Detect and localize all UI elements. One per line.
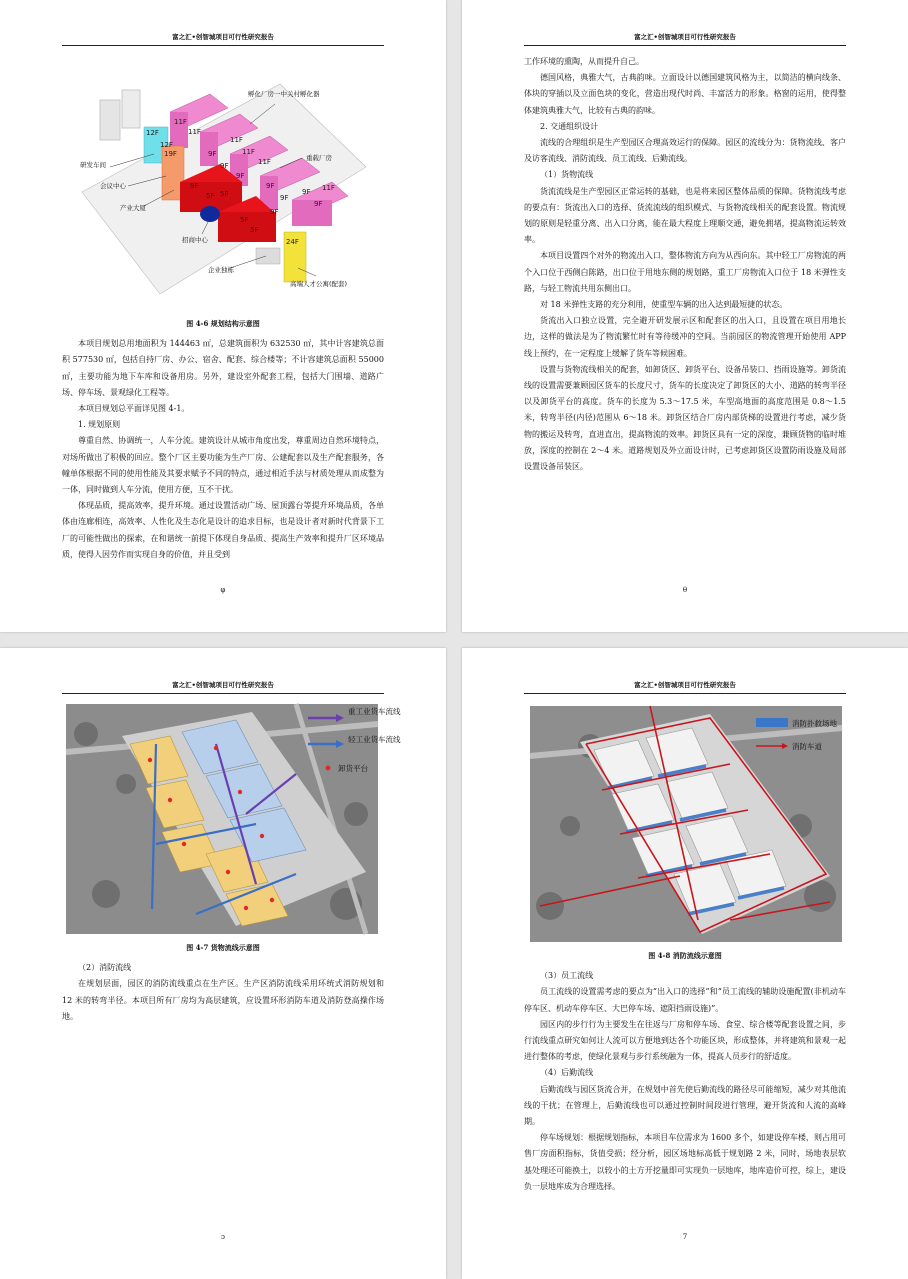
figure-caption: 图 4-8 消防流线示意图 <box>648 951 722 960</box>
floor-tag: 9F <box>280 194 289 202</box>
section-heading: （1）货物流线 <box>540 170 594 180</box>
floor-tag: 5F <box>240 216 249 224</box>
floor-tag: 5F <box>220 190 229 198</box>
floor-tag: 5F <box>206 192 215 200</box>
page-number: φ <box>220 586 226 594</box>
figure-label: 产业大厦 <box>120 204 146 212</box>
floor-tag: 5F <box>250 226 259 234</box>
page-4 <box>462 648 908 1279</box>
legend-heavy-flow: 重工业货车流线 <box>348 707 401 716</box>
floor-tag: 9F <box>266 182 275 190</box>
floor-tag: 11F <box>174 118 187 126</box>
paragraph: 后勤流线与园区货流合并，在规划中首先使后勤流线的路径尽可能缩短，减少对其他流线的干扰；在管理上，后勤流线也可以通过控制时间段进行管理，避开货流和人流的高峰期。 <box>524 1084 846 1127</box>
figure-caption: 图 4-7 货物流线示意图 <box>186 943 260 952</box>
paragraph: 货流出入口独立设置，完全避开研发展示区和配套区的出入口，且设置在项目用地长边，这样的做法是为了物流繁忙时有等待缓冲的空间。当前园区的物流管理开始使用 APP 线上预约，在一定程度上缓解了货车等候困难。 <box>524 316 846 358</box>
paragraph: 本项目规划总平面详见图 4-1。 <box>78 404 190 414</box>
floor-tag: 12F <box>146 129 159 137</box>
paragraph: 本项目规划总用地面积为 144463 ㎡，总建筑面积为 632530 ㎡，其中计容建筑总面积 577530 ㎡，包括自持厂房、办公、宿舍、配套、综合楼等；不计容建筑总面积 55000 ㎡，主要功能为地下车库和设备用房。另外，建设室外配套工程，包括大门围墙、道路广场、停车场、景观绿化工程等。 <box>62 339 384 397</box>
paragraph: 对 18 米弹性支路的充分利用，使重型车辆的出入达到最短捷的状态。 <box>540 300 788 310</box>
floor-tag: 9F <box>236 172 245 180</box>
figure-label: 研发车间 <box>80 161 106 169</box>
legend-light-flow: 轻工业货车流线 <box>348 735 401 744</box>
figure-label: 孵化厂房一中关村孵化器 <box>248 90 320 98</box>
paragraph: 停车场规划：根据规划指标，本项目车位需求为 1600 多个，如建设停车楼，则占用可售厂房面积指标，货值受损；经分析，园区场地标高低于规划路 2 米，同时，场地表层软基处理还可能换土，以较小的土方开挖量即可实现负一层地库，地库造价可控，综上，建设负一层地库成为合理选择。 <box>524 1133 846 1191</box>
page-4-body <box>524 946 846 1195</box>
page-header: 富之汇•创智城项目可行性研究报告 <box>62 32 384 46</box>
page-number: ɔ <box>221 1233 225 1241</box>
paragraph: 货流流线是生产型园区正常运转的基础，也是将来园区整体品质的保障。货物流线考虑的要点有：货流出入口的选择、货流流线的组织模式、与货物流线相关的配套设置。物流规划的原则是轻重分离、出入口分离，能在最大程度上理顺交通，避免拥堵，提高物流运转效率。 <box>524 186 846 245</box>
figure-label: 招商中心 <box>182 236 208 244</box>
figure-label: 高端人才公寓(配套) <box>290 280 348 288</box>
page-header: 富之汇•创智城项目可行性研究报告 <box>524 680 846 694</box>
page-header: 富之汇•创智城项目可行性研究报告 <box>62 680 384 694</box>
page-2-body <box>524 54 846 475</box>
floor-tag: 9F <box>190 182 199 190</box>
floor-tag: 9F <box>220 162 229 170</box>
figure-label: 会议中心 <box>100 182 126 190</box>
section-heading: （2）消防流线 <box>78 963 132 973</box>
floor-tag: 9F <box>270 208 279 216</box>
page-number: 7 <box>682 1233 688 1241</box>
floor-tag: 19F <box>164 150 177 158</box>
paragraph: 工作环境的熏陶，从而提升自己。 <box>524 57 644 66</box>
planning-structure-figure <box>70 72 370 308</box>
page-1 <box>0 0 446 632</box>
floor-tag: 24F <box>286 238 299 246</box>
page-number: θ <box>682 586 688 594</box>
paragraph: 员工流线的设置需考虑的要点为“出入口的选择”和“员工流线的辅助设施配置(非机动车停车区、机动车停车区、大巴停车场、遮阳挡雨设施)”。 <box>524 987 846 1013</box>
floor-tag: 9F <box>314 200 323 208</box>
paragraph: 在规划层面，园区的消防流线重点在生产区。生产区消防流线采用环统式消防规划和 12 米的转弯半径。本项目所有厂房均为高层建筑，应设置环形消防车道及消防登高操作场地。 <box>62 979 384 1021</box>
figure-label: 重载厂房 <box>306 154 332 162</box>
fire-flow-figure <box>530 706 842 942</box>
figure-caption: 图 4-6 规划结构示意图 <box>186 319 260 328</box>
legend-dock: 卸货平台 <box>338 764 368 773</box>
paragraph: 尊重自然、协调统一，人车分流。建筑设计从城市角度出发，尊重周边自然环境特点，对场所做出了积极的回应。整个厂区主要功能为生产厂房、公建配套以及生产配套服务，各幢单体根据不同的使用性能及其要求赋予不同的特点，通过相近手法与材质处理从而成整为一体，同时做到人车分流，使用方便，互不干扰。 <box>62 436 384 495</box>
paragraph: 园区内的步行行为主要发生在往返与厂房和停车场、食堂、综合楼等配套设置之间，步行流线重点研究如何让人流可以方便地到达各个功能区块，形成整体，并将建筑和景观一起进行整体的考虑，使绿化景观与步行系统融为一体，提高人员步行的舒适度。 <box>524 1019 846 1062</box>
floor-tag: 11F <box>188 128 201 136</box>
paragraph: 本项目设置四个对外的物流出入口，整体物流方向为从西向东。其中轻工厂房物流的两个入口位于西侧白陈路，出口位于用地东侧的规划路，重工厂房物流入口位于 18 米弹性支路，与轻工物流共用东侧出口。 <box>524 251 846 293</box>
floor-tag: 12F <box>160 141 173 149</box>
page-3-body <box>62 938 384 1025</box>
section-heading: 2. 交通组织设计 <box>540 121 599 131</box>
section-heading: （3）员工流线 <box>540 971 594 981</box>
figure-label: 企业独栋 <box>208 266 234 274</box>
floor-tag: 11F <box>322 184 335 192</box>
floor-tag: 11F <box>258 158 271 166</box>
paragraph: 德国风格，典雅大气，古典韵味。立面设计以德国建筑风格为主，以简洁的横向线条、体块的穿插以及立面色块的变化，营造出现代时尚、丰富活力的形象。格窗的运用，使得整体建筑典雅大气，比较有古典的韵味。 <box>524 73 846 115</box>
floor-tag: 9F <box>208 150 217 158</box>
page-header: 富之汇•创智城项目可行性研究报告 <box>524 32 846 46</box>
paragraph: 设置与货物流线相关的配套，如卸货区、卸货平台、设备吊装口、挡雨设施等。卸货流线的设置需要兼顾园区货车的长度尺寸，货车的长度决定了卸货区的大小、道路的转弯半径以及卸货平台的高度。货车的长度为 5.3～17.5 米，车型高地面的高度范围是 0.8～1.5 米，转弯半径(内径)范围从 6～18 米。卸货区结合厂房内部货梯的设置进行考虑，减少货物的搬运及转弯，直进直出，提高物流的效率。卸货区具有一定的深度，兼顾货物的临时堆放，深度的控制在 2～4 米。道路规划及外立面设计时，已考虑卸货区设置防雨设施及局部设置设备吊装区。 <box>524 364 846 472</box>
legend-fire-zone: 消防扑救场地 <box>792 719 837 728</box>
floor-tag: 9F <box>302 188 311 196</box>
section-heading: 1. 规划原则 <box>78 420 121 430</box>
page-1-body <box>62 314 384 563</box>
section-heading: （4）后勤流线 <box>540 1068 594 1078</box>
paragraph: 体现品质，提高效率，提升环境。通过设置活动广场、屋顶露台等提升环境品质，各单体由连廊相连，高效率、人性化及生态化是设计的追求目标，也是设计者对新时代背景下工厂的可能性做出的探索，在和谐统一前提下体现自身品质、提高生产效率和提升厂区环境品质，使得人因劳作而实现自身的价值，并且受到 <box>62 501 384 559</box>
floor-tag: 11F <box>242 148 255 156</box>
cargo-flow-figure <box>66 704 401 934</box>
page-2 <box>462 0 908 632</box>
legend-fire-road: 消防车道 <box>792 742 822 751</box>
paragraph: 流线的合理组织是生产型园区合理高效运行的保障。园区的流线分为：货物流线、客户及访客流线、消防流线、员工流线、后勤流线。 <box>524 138 846 164</box>
floor-tag: 11F <box>230 136 243 144</box>
page-3 <box>0 648 446 1279</box>
